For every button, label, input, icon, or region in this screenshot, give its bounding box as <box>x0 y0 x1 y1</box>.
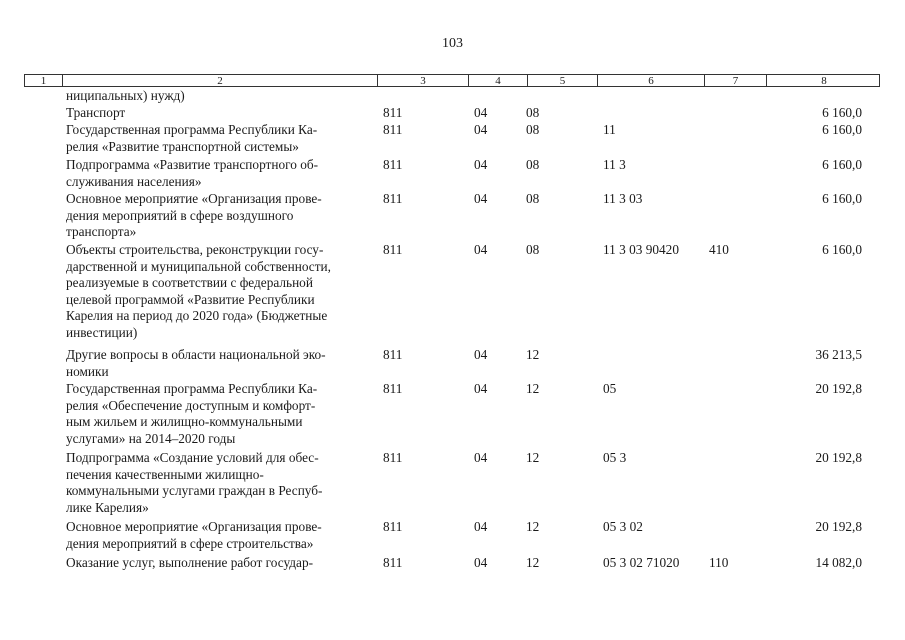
table-row <box>0 105 905 122</box>
row-amount: 6 160,0 <box>822 191 862 206</box>
row-code-6: 11 3 03 <box>603 191 643 206</box>
row-name: Другие вопросы в области национальной эко- номики <box>66 347 326 379</box>
row-name: Объекты строительства, реконструкции госу- дарственной и муниципальной собственности, реализуемые в соответствии с федеральной целевой программой «Развитие Республики Карелия на период до 2020 года» (Бюджетные инвестиции) <box>66 242 331 340</box>
row-code-6: 11 3 <box>603 157 626 172</box>
row-code-4: 04 <box>474 157 488 172</box>
row-code-5: 08 <box>526 242 540 257</box>
row-name: Транспорт <box>66 105 126 120</box>
table-row <box>0 191 905 242</box>
row-code-4: 04 <box>474 381 488 396</box>
header-col-7: 7 <box>705 75 767 86</box>
header-col-2: 2 <box>63 75 378 86</box>
row-amount: 14 082,0 <box>815 555 862 570</box>
row-amount: 36 213,5 <box>815 347 862 362</box>
header-col-8: 8 <box>821 75 827 87</box>
row-code-3: 811 <box>383 122 403 137</box>
row-code-3: 811 <box>383 519 403 534</box>
row-name: Оказание услуг, выполнение работ государ- <box>66 555 314 570</box>
row-code-4: 04 <box>474 105 488 120</box>
row-code-4: 04 <box>474 450 488 465</box>
row-amount: 20 192,8 <box>815 450 862 465</box>
header-col-3: 3 <box>378 75 469 86</box>
header-col-5: 5 <box>528 75 598 86</box>
header-col-1: 1 <box>25 75 63 86</box>
row-code-5: 12 <box>526 381 540 396</box>
table-row <box>0 347 905 381</box>
row-amount: 6 160,0 <box>822 122 862 137</box>
row-code-7: 110 <box>709 555 729 570</box>
row-code-4: 04 <box>474 191 488 206</box>
table-row <box>0 450 905 519</box>
table-row <box>0 122 905 157</box>
table-header <box>24 74 880 87</box>
row-amount: 20 192,8 <box>815 519 862 534</box>
row-code-6: 05 3 02 <box>603 519 643 534</box>
table-row <box>0 88 905 105</box>
row-code-6: 05 3 <box>603 450 627 465</box>
row-code-5: 08 <box>526 105 540 120</box>
row-code-4: 04 <box>474 555 488 570</box>
header-col-4: 4 <box>469 75 528 86</box>
table-row <box>0 519 905 555</box>
row-code-6: 11 3 03 90420 <box>603 242 679 257</box>
row-code-5: 12 <box>526 450 540 465</box>
row-code-3: 811 <box>383 347 403 362</box>
row-amount: 6 160,0 <box>822 105 862 120</box>
table-row <box>0 242 905 347</box>
row-code-3: 811 <box>383 191 403 206</box>
row-code-4: 04 <box>474 519 488 534</box>
row-name: Подпрограмма «Создание условий для обес- печения качественными жилищно- коммунальными услугами граждан в Респуб- лике Карелия» <box>66 450 323 515</box>
table-row <box>0 555 905 573</box>
row-code-6: 11 <box>603 122 616 137</box>
row-code-7: 410 <box>709 242 729 257</box>
row-code-5: 08 <box>526 122 540 137</box>
row-code-5: 08 <box>526 157 540 172</box>
page-number: 103 <box>442 36 463 51</box>
row-code-6: 05 3 02 71020 <box>603 555 680 570</box>
row-name: Государственная программа Республики Ка- релия «Обеспечение доступным и комфорт- ным жильем и жилищно-коммунальными услугами» на 2014–2020 годы <box>66 381 318 446</box>
table-row <box>0 157 905 191</box>
row-name: ниципальных) нужд) <box>66 88 185 103</box>
row-code-4: 04 <box>474 242 488 257</box>
row-code-3: 811 <box>383 555 403 570</box>
row-code-3: 811 <box>383 381 403 396</box>
table-body <box>0 88 905 573</box>
row-code-6: 05 <box>603 381 617 396</box>
row-code-4: 04 <box>474 347 488 362</box>
row-code-3: 811 <box>383 242 403 257</box>
row-code-5: 12 <box>526 347 540 362</box>
row-amount: 6 160,0 <box>822 242 862 257</box>
row-code-5: 12 <box>526 519 540 534</box>
row-code-4: 04 <box>474 122 488 137</box>
row-amount: 20 192,8 <box>815 381 862 396</box>
row-code-5: 08 <box>526 191 540 206</box>
row-name: Основное мероприятие «Организация прове- дения мероприятий в сфере строительства» <box>66 519 322 551</box>
row-code-3: 811 <box>383 157 403 172</box>
row-amount: 6 160,0 <box>822 157 862 172</box>
row-name: Основное мероприятие «Организация прове- дения мероприятий в сфере воздушного транспорта» <box>66 191 322 240</box>
row-code-3: 811 <box>383 105 403 120</box>
table-row <box>0 381 905 450</box>
row-name: Подпрограмма «Развитие транспортного об- служивания населения» <box>66 157 319 189</box>
header-col-6: 6 <box>598 75 705 86</box>
row-code-5: 12 <box>526 555 540 570</box>
row-name: Государственная программа Республики Ка- релия «Развитие транспортной системы» <box>66 122 318 154</box>
row-code-3: 811 <box>383 450 403 465</box>
